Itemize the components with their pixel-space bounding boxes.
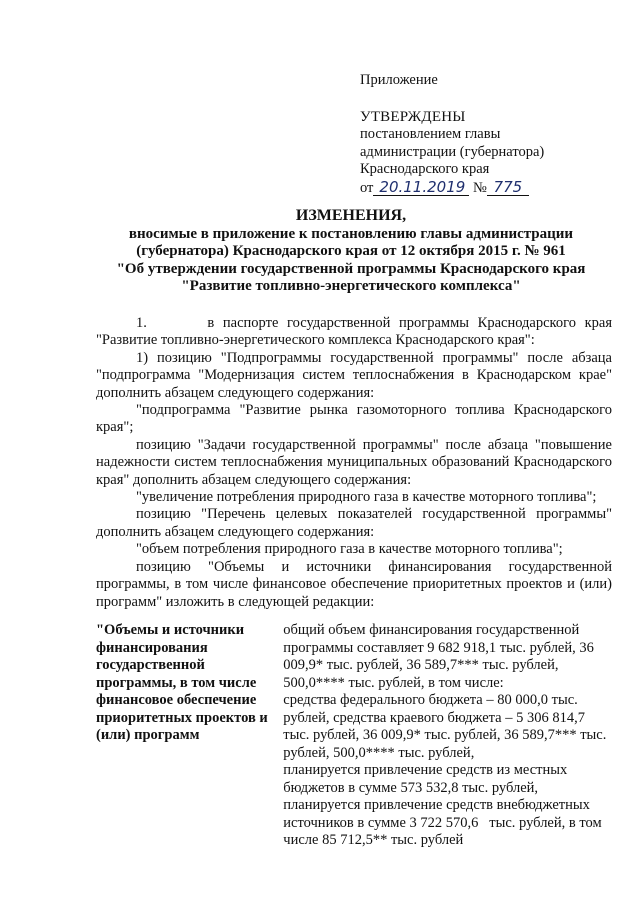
paragraph: 1. в паспорте государственной программы Краснодарского края "Развитие топливно-энергетического комплекса Краснодарского края":: [96, 315, 612, 349]
number-prefix: №: [473, 179, 487, 196]
paragraph: позицию "Задачи государственной программы" после абзаца "повышение надежности систем теплоснабжения муниципальных образований Краснодарского края" дополнить абзацем следующего содержания:: [96, 436, 612, 488]
appendix-label: Приложение: [360, 72, 438, 88]
paragraph: "увеличение потребления природного газа в качестве моторного топлива";: [136, 489, 597, 506]
table-left-cell: "Объемы и источники финансирования государственной программы, в том числе финансовое обеспечение приоритетных проектов и (или) программ: [96, 622, 268, 743]
financing-table: [96, 622, 612, 850]
heading-title: ИЗМЕНЕНИЯ,: [295, 207, 407, 224]
document-heading: [96, 207, 606, 296]
approval-line: постановлением главы: [360, 126, 501, 142]
approval-block: [360, 72, 544, 197]
date-prefix: от: [360, 179, 374, 196]
handwritten-number: 775: [487, 179, 529, 196]
approved-label: УТВЕРЖДЕНЫ: [360, 108, 466, 125]
date-number-line: [360, 179, 544, 198]
body-text: [96, 315, 612, 611]
table-paragraph: планируется привлечение средств внебюджетных источников в сумме 3 722 570,6 тыс. рублей, в том числе 85 712,5** тыс. рублей: [283, 797, 602, 848]
table-paragraph: планируется привлечение средств из местных бюджетов в сумме 573 532,8 тыс. рублей,: [283, 762, 568, 796]
table-right-cell: [283, 622, 612, 850]
paragraph: "подпрограмма "Развитие рынка газомоторного топлива Краснодарского края";: [96, 402, 612, 436]
paragraph: позицию "Перечень целевых показателей государственной программы" дополнить абзацем следующего содержания:: [96, 506, 612, 540]
paragraph: "объем потребления природного газа в качестве моторного топлива";: [136, 541, 563, 558]
paragraph: позицию "Объемы и источники финансирования государственной программы, в том числе финансовое обеспечение приоритетных проектов и (или) программ" изложить в следующей редакции:: [96, 558, 612, 610]
heading-line: "Об утверждении государственной программы Краснодарского края: [116, 260, 586, 277]
heading-line: "Развитие топливно-энергетического комплекса": [181, 278, 521, 294]
heading-line: (губернатора) Краснодарского края от 12 октября 2015 г. № 961: [136, 243, 566, 259]
approval-line: Краснодарского края: [360, 161, 490, 177]
table-paragraph: общий объем финансирования государственной программы составляет 9 682 918,1 тыс. рублей, 36 009,9* тыс. рублей, 36 589,7*** тыс. рублей, 500,0**** тыс. рублей, в том числе:: [283, 622, 594, 691]
paragraph: 1) позицию "Подпрограммы государственной программы" после абзаца "подпрограмма "Модернизация систем теплоснабжения в Краснодарском крае" дополнить абзацем следующего содержания:: [96, 349, 612, 401]
approval-line: администрации (губернатора): [360, 143, 545, 160]
handwritten-date: 20.11.2019: [373, 179, 469, 196]
heading-line: вносимые в приложение к постановлению главы администрации: [128, 225, 574, 242]
table-paragraph: средства федерального бюджета – 80 000,0 тыс. рублей, средства краевого бюджета – 5 306 814,7 тыс. рублей, 36 009,9* тыс. рублей, 36 589,7*** тыс. рублей, 500,0**** тыс. рублей,: [283, 692, 607, 761]
